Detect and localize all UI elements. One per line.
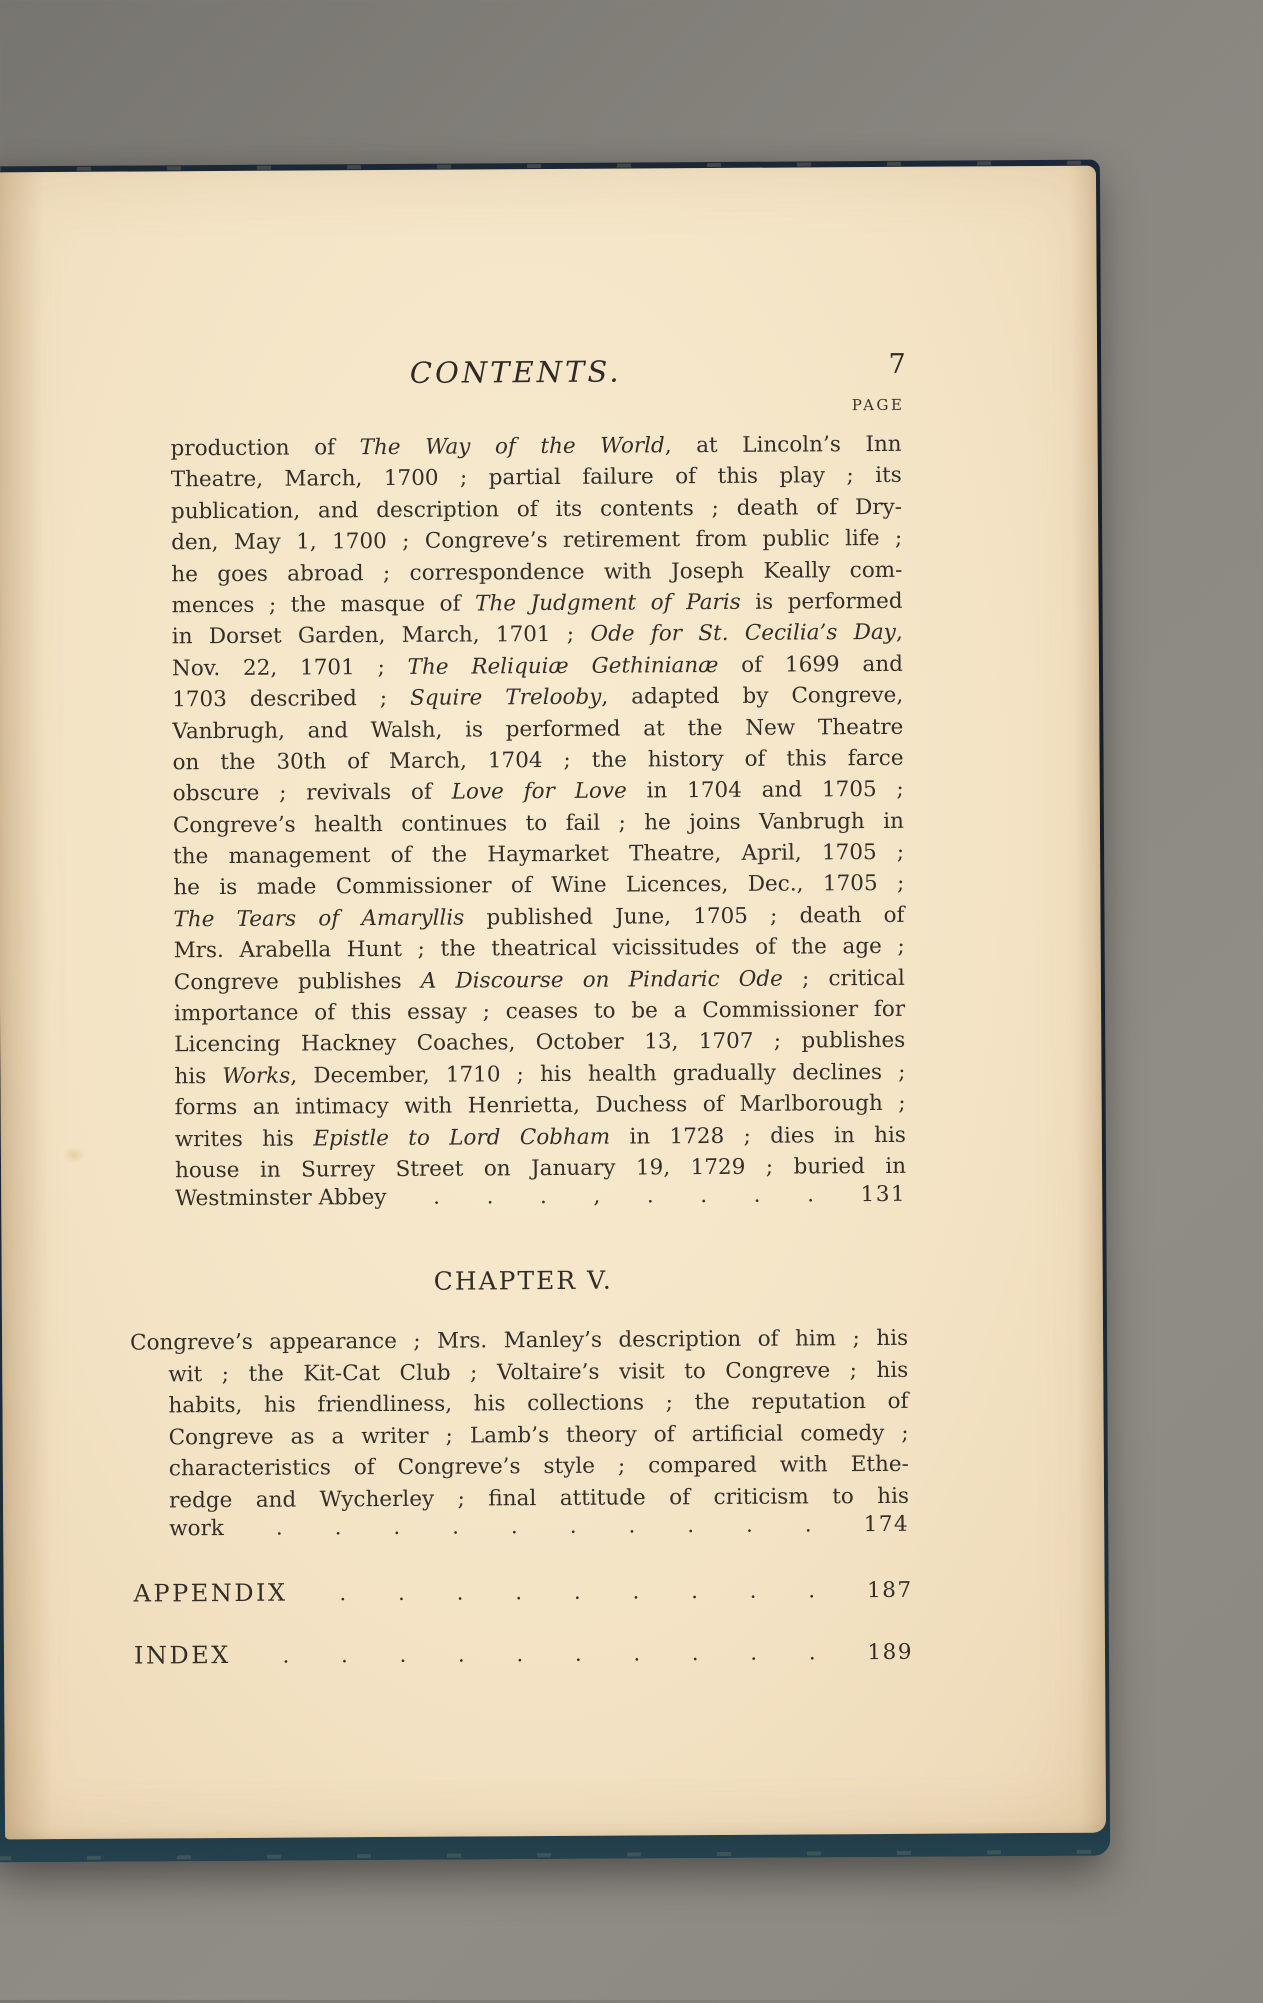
leader-dot: . [691,1641,699,1666]
leader-dot: . [808,1640,816,1665]
text-run: forms an intimacy with Henrietta, Duchess of Marlborough ; [174,1091,906,1121]
work-title-italic: Squire Trelooby [410,684,602,711]
text-line [172,617,903,653]
text-run: obscure ; revivals of [172,779,452,807]
justified-lines [171,429,907,1187]
toc-entry-page-number: 189 [867,1639,914,1666]
text-run: Westminster Abbey [175,1185,387,1212]
leader-dots [224,1512,864,1540]
text-run: on the 30th of March, 1704 ; the history of this farce [172,745,904,776]
text-run: , December, 1710 ; his health gradually declines ; [290,1059,906,1089]
text-run: mences ; the masque of [171,591,476,619]
leader-dot: . [540,1184,547,1209]
leader-dot: . [807,1182,814,1207]
toc-entry-text [169,1516,224,1541]
text-run: in Dorset Garden, March, 1701 ; [171,622,591,650]
leader-dot: . [808,1578,816,1603]
text-run: , at Lincoln’s Inn [664,431,902,459]
work-title-italic: The Tears of Amaryllis [173,905,465,933]
text-line [174,931,905,967]
text-line [171,554,902,590]
text-run: ; critical [782,965,905,992]
text-run: redge and Wycherley ; final attitude of criticism to his [168,1483,910,1513]
text-run: publication, and description of its contents ; death of Dry- [170,494,903,525]
leader-dot: . [749,1578,757,1603]
leader-dot: . [433,1185,440,1210]
text-line [172,743,903,779]
text-run: in 1728 ; dies in his [609,1122,906,1150]
toc-entry-chapter-iv-end [175,1182,906,1218]
text-line [173,868,904,904]
text-run: of 1699 and [718,651,904,678]
leader-dot: . [569,1513,577,1538]
leader-dot: . [339,1581,347,1606]
book-page [0,166,1106,1840]
text-run: his [174,1063,223,1090]
text-line [175,1088,906,1124]
text-line [174,1057,905,1093]
leader-dot: . [745,1512,753,1537]
text-line [175,1119,906,1155]
text-run: writes his [174,1126,314,1152]
toc-entry-page-number: 174 [863,1511,910,1538]
leader-dot: , [593,1184,601,1209]
text-line [173,774,904,810]
text-run: 1703 described ; [172,685,411,713]
page-title: CONTENTS. [409,354,622,390]
text-line [174,994,905,1030]
text-line [172,649,903,685]
toc-entry-page-number: 187 [866,1577,913,1604]
toc-entry-label [134,1579,288,1608]
leader-dots [231,1640,868,1668]
leader-dot: . [486,1184,494,1209]
text-run: Vanbrugh, and Walsh, is performed at the New Theatre [172,714,904,744]
leader-dot: . [632,1579,640,1604]
text-line [174,962,905,998]
leader-dot: . [691,1579,698,1604]
text-run: Nov. 22, 1701 ; [171,654,408,682]
leader-dot: . [399,1642,407,1667]
text-run: published June, 1705 ; death of [464,902,905,931]
work-title-italic: The Reliquiæ Gethinianæ [407,652,719,680]
work-title-italic: The Judgment of Paris [475,589,741,617]
leader-dot: . [515,1580,523,1605]
work-title-italic: Ode for St. Cecilia’s Day [590,620,896,648]
work-title-italic: Love for Love [451,778,627,805]
text-run: is performed [740,588,903,615]
text-line [172,680,903,716]
leader-dots [386,1182,860,1209]
toc-entry-text [175,1185,386,1211]
text-line [169,1480,909,1516]
paper-stain [63,1147,85,1163]
text-run: habits, his friendliness, his collections ; the reputation of [168,1388,909,1419]
text-run: , adapted by Congreve, [601,682,904,710]
justified-lines [130,1323,910,1517]
leader-dot: . [398,1580,405,1605]
leader-dot: . [646,1183,654,1208]
page-column-label: PAGE [851,395,905,415]
leader-dot: . [628,1513,636,1538]
text-run: the management of the Haymarket Theatre, April, 1705 ; [173,839,905,870]
leader-dot: . [510,1514,518,1539]
leader-dot: . [393,1514,401,1539]
text-run: wit ; the Kit-Cat Club ; Voltaire’s visit to Congreve ; his [168,1357,909,1387]
text-line [171,586,902,622]
work-title-italic: The Way of the World [359,433,665,461]
text-run: Congreve’s appearance ; Mrs. Manley’s description of him ; his [130,1325,909,1356]
text-run: APPENDIX [133,1578,288,1608]
text-line [173,900,904,936]
text-run: work [169,1516,224,1542]
text-run: production of [170,435,360,462]
leader-dot: . [804,1512,812,1537]
text-run: , [895,620,903,646]
page-gutter-shadow [0,172,53,1839]
text-run: Licencing Hackney Coaches, October 13, 1707 ; publishes [174,1028,906,1058]
text-line [173,837,904,873]
leader-dot: . [341,1643,348,1668]
leader-dot: . [282,1643,290,1668]
chapter-v-summary-paragraph [130,1323,910,1548]
folio-page-number: 7 [888,348,906,380]
text-run: Theatre, March, 1700 ; partial failure of this play ; its [170,463,902,493]
text-run: Congreve publishes [173,968,421,995]
text-line [171,523,902,559]
text-line [171,429,902,465]
text-run: he goes abroad ; correspondence with Joseph Keally com- [171,557,903,587]
leader-dot: . [574,1641,582,1666]
text-line [168,1354,908,1390]
toc-entry-page-number: 131 [860,1182,907,1208]
text-run: characteristics of Congreve’s style ; compared with Ethe- [168,1451,909,1482]
text-run: importance of this essay ; ceases to be a Commissioner for [174,996,906,1027]
text-run: INDEX [133,1640,231,1670]
text-line [173,806,904,842]
work-title-italic: Works [222,1063,291,1089]
leader-dot: . [275,1515,283,1540]
text-line [172,711,903,747]
text-run: house in Surrey Street on January 19, 1729 ; buried in [174,1153,907,1184]
text-run: in 1704 and 1705 ; [626,777,904,804]
leader-dot: . [700,1183,708,1208]
leader-dot: . [516,1642,524,1667]
toc-entry-index [134,1637,913,1670]
leader-dots [288,1578,868,1606]
text-run: Mrs. Arabella Hunt ; the theatrical vicissitudes of the age ; [173,934,905,964]
leader-dot: . [452,1514,460,1539]
chapter-iv-summary-paragraph [171,429,907,1218]
leader-dot: . [687,1513,695,1538]
cover-bottom-glint [0,1850,1110,1861]
leader-dot: . [573,1579,581,1604]
text-line [130,1323,908,1359]
leader-dot: . [633,1641,641,1666]
leader-dot: . [753,1183,761,1208]
work-title-italic: Epistle to Lord Cobham [313,1124,611,1152]
text-line [174,1025,905,1061]
toc-entry-appendix [134,1575,913,1608]
text-line [169,1449,909,1485]
text-line [171,460,902,496]
leader-dot: . [334,1515,342,1540]
leader-dot: . [456,1580,464,1605]
toc-entry-chapter-v-end [169,1512,909,1548]
leader-dot: . [750,1640,758,1665]
text-run: he is made Commissioner of Wine Licences, Dec., 1705 ; [173,871,905,901]
text-run: Congreve’s health continues to fail ; he joins Vanbrugh in [172,808,904,838]
text-line [171,492,902,528]
text-run: Congreve as a writer ; Lamb’s theory of artificial comedy ; [168,1420,909,1450]
text-line [175,1151,906,1187]
work-title-italic: A Discourse on Pindaric Ode [420,966,783,994]
text-run: den, May 1, 1700 ; Congreve’s retirement from public life ; [171,526,903,556]
toc-entry-label [134,1641,231,1670]
leader-dot: . [457,1642,465,1667]
text-line [168,1386,908,1422]
chapter-v-heading: CHAPTER V. [433,1265,613,1296]
text-line [169,1417,909,1453]
